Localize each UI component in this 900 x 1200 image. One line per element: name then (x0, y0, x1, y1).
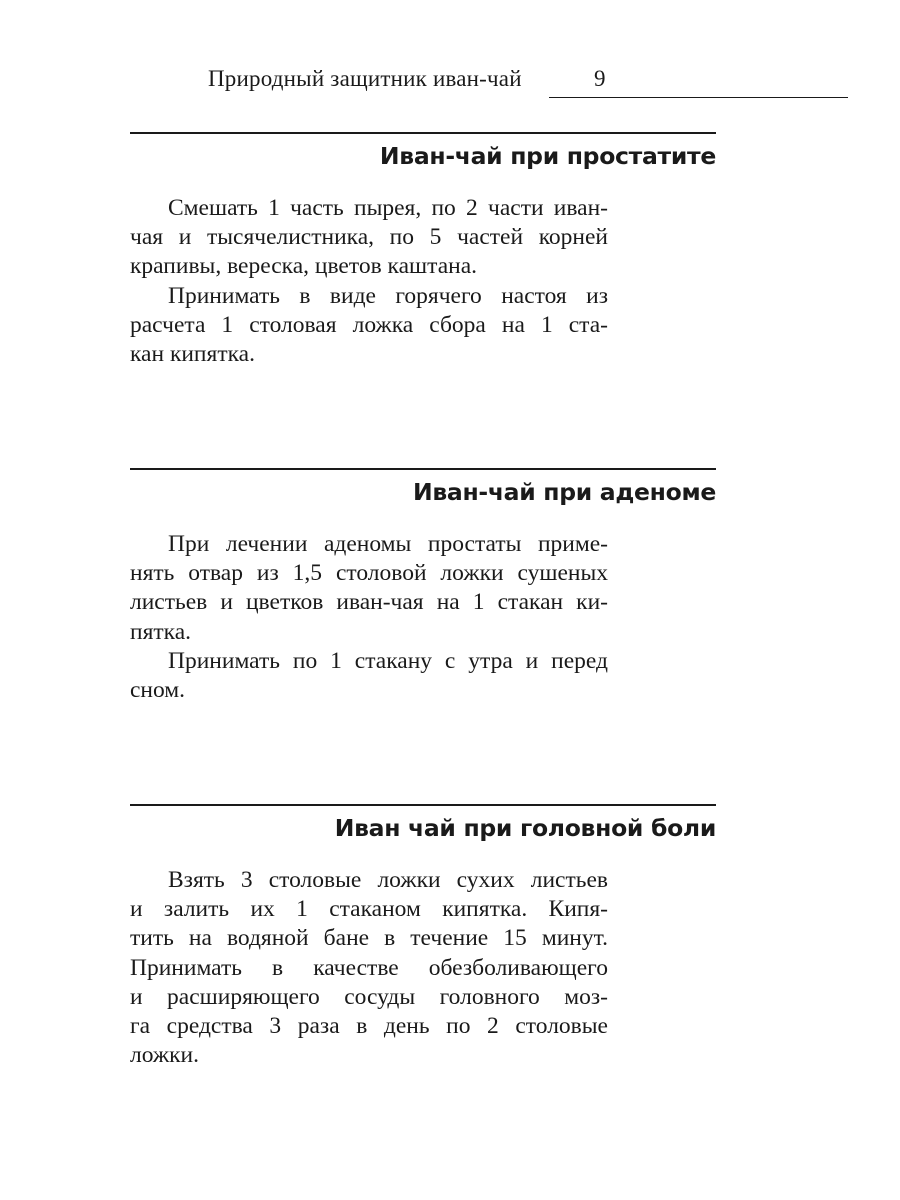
text-line: Смешать 1 часть пырея, по 2 части иван- (168, 195, 608, 221)
text-line: Принимать по 1 стакану с утра и перед (168, 647, 608, 674)
header-rule (549, 97, 848, 98)
section-adenoma (130, 468, 716, 705)
text-line: Принимать в виде горячего настоя из (168, 282, 608, 309)
text-line: крапивы, вереска, цветов каштана. (130, 253, 478, 280)
paragraph (130, 194, 608, 282)
section-body (130, 530, 608, 705)
text-line: Принимать в качестве обезболивающего (130, 954, 608, 981)
section-title: Иван-чай при аденоме (412, 478, 716, 506)
text-line: нять отвар из 1,5 столовой ложки сушеных (130, 560, 608, 587)
text-line: тить на водяной бане в течение 15 минут. (130, 925, 608, 952)
section-body (130, 194, 608, 369)
section-headache (130, 804, 716, 1070)
paragraph (130, 530, 608, 647)
paragraph (130, 647, 608, 705)
section-title: Иван-чай при простатите (379, 142, 716, 170)
text-line: чая и тысячелистника, по 5 частей корней (130, 224, 608, 251)
paragraph (130, 282, 608, 370)
text-line: При лечении аденомы простаты приме- (168, 531, 608, 557)
section-body (130, 866, 608, 1070)
section-prostatitis (130, 132, 716, 369)
text-line: и расширяющего сосуды головного моз- (130, 983, 608, 1010)
text-line: и залить их 1 стаканом кипятка. Кипя- (130, 896, 608, 923)
section-rule (130, 804, 716, 806)
paragraph (130, 866, 608, 1070)
text-line: Взять 3 столовые ложки сухих листьев (168, 867, 608, 893)
text-line: пятка. (130, 618, 192, 645)
text-line: кан кипятка. (130, 341, 255, 368)
text-line: листьев и цветков иван-чая на 1 стакан ки- (130, 589, 608, 616)
running-title: Природный защитник иван-чай (208, 66, 522, 91)
section-rule (130, 132, 716, 134)
section-title: Иван чай при головной боли (334, 814, 716, 842)
section-rule (130, 468, 716, 470)
text-line: сном. (130, 677, 186, 704)
text-line: ложки. (130, 1042, 199, 1069)
text-line: расчета 1 столовая ложка сбора на 1 ста- (130, 311, 608, 338)
text-line: га средства 3 раза в день по 2 столовые (130, 1013, 608, 1040)
page-number: 9 (594, 66, 606, 91)
